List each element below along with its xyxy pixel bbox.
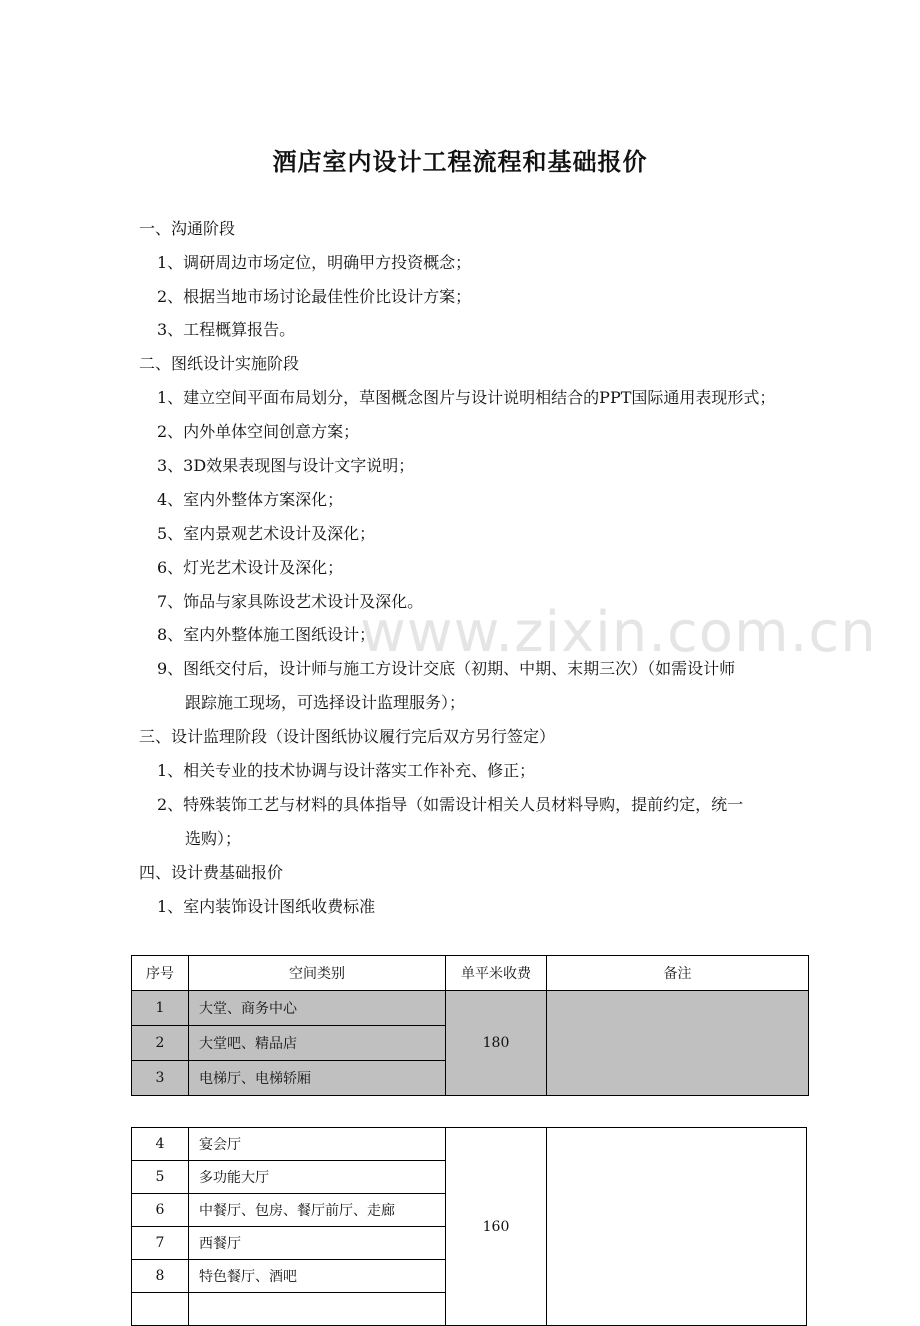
list-item: 3、工程概算报告。 [157,320,296,339]
row-no [132,1293,189,1326]
list-item: 4、室内外整体方案深化； [157,490,344,509]
list-item: 3、3D效果表现图与设计文字说明； [157,456,415,475]
fee-table-1 [131,955,809,1096]
row-fee: 160 [446,1128,547,1326]
row-space-type: 宴会厅 [189,1128,446,1161]
table-row [132,1128,807,1161]
row-space-type [189,1293,446,1326]
row-no: 2 [132,1026,189,1061]
col-header-space-type: 空间类别 [189,956,446,991]
section-heading: 二、图纸设计实施阶段 [139,354,300,373]
row-no: 5 [132,1161,189,1194]
row-space-type: 特色餐厅、酒吧 [189,1260,446,1293]
row-no: 4 [132,1128,189,1161]
page-title: 酒店室内设计工程流程和基础报价 [272,148,648,176]
list-item: 1、相关专业的技术协调与设计落实工作补充、修正； [157,761,536,780]
row-space-type: 中餐厅、包房、餐厅前厅、走廊 [189,1194,446,1227]
list-item-continuation: 跟踪施工现场，可选择设计监理服务）； [185,693,466,712]
row-note [547,1128,807,1326]
list-item: 7、饰品与家具陈设艺术设计及深化。 [157,592,424,611]
watermark: www.zixin.com.cn [360,600,877,665]
list-item: 5、室内景观艺术设计及深化； [157,524,376,543]
table-row [132,991,809,1026]
row-no: 8 [132,1260,189,1293]
row-no: 3 [132,1061,189,1096]
list-item: 1、室内装饰设计图纸收费标准 [157,897,376,916]
row-space-type: 西餐厅 [189,1227,446,1260]
list-item: 2、特殊装饰工艺与材料的具体指导（如需设计相关人员材料导购，提前约定，统一 [157,795,744,814]
row-no: 1 [132,991,189,1026]
row-fee: 180 [446,991,547,1096]
list-item: 1、调研周边市场定位，明确甲方投资概念； [157,253,472,272]
row-note [547,991,809,1096]
section-heading: 三、设计监理阶段（设计图纸协议履行完后双方另行签定） [139,727,556,746]
list-item: 2、根据当地市场讨论最佳性价比设计方案； [157,287,472,306]
fee-table-2 [131,1127,807,1326]
col-header-note: 备注 [547,956,809,991]
row-space-type: 电梯厅、电梯轿厢 [189,1061,446,1096]
row-no: 6 [132,1194,189,1227]
list-item: 1、建立空间平面布局划分，草图概念图片与设计说明相结合的PPT国际通用表现形式； [157,388,776,407]
col-header-fee: 单平米收费 [446,956,547,991]
list-item: 8、室内外整体施工图纸设计； [157,625,376,644]
row-space-type: 多功能大厅 [189,1161,446,1194]
section-heading: 四、设计费基础报价 [139,863,284,882]
list-item: 2、内外单体空间创意方案； [157,422,360,441]
row-no: 7 [132,1227,189,1260]
list-item: 6、灯光艺术设计及深化； [157,558,344,577]
list-item: 9、图纸交付后，设计师与施工方设计交底（初期、中期、末期三次）（如需设计师 [157,659,736,678]
col-header-no: 序号 [132,956,189,991]
row-space-type: 大堂吧、精品店 [189,1026,446,1061]
row-space-type: 大堂、商务中心 [189,991,446,1026]
section-heading: 一、沟通阶段 [139,219,236,238]
list-item-continuation: 选购）； [185,829,242,848]
